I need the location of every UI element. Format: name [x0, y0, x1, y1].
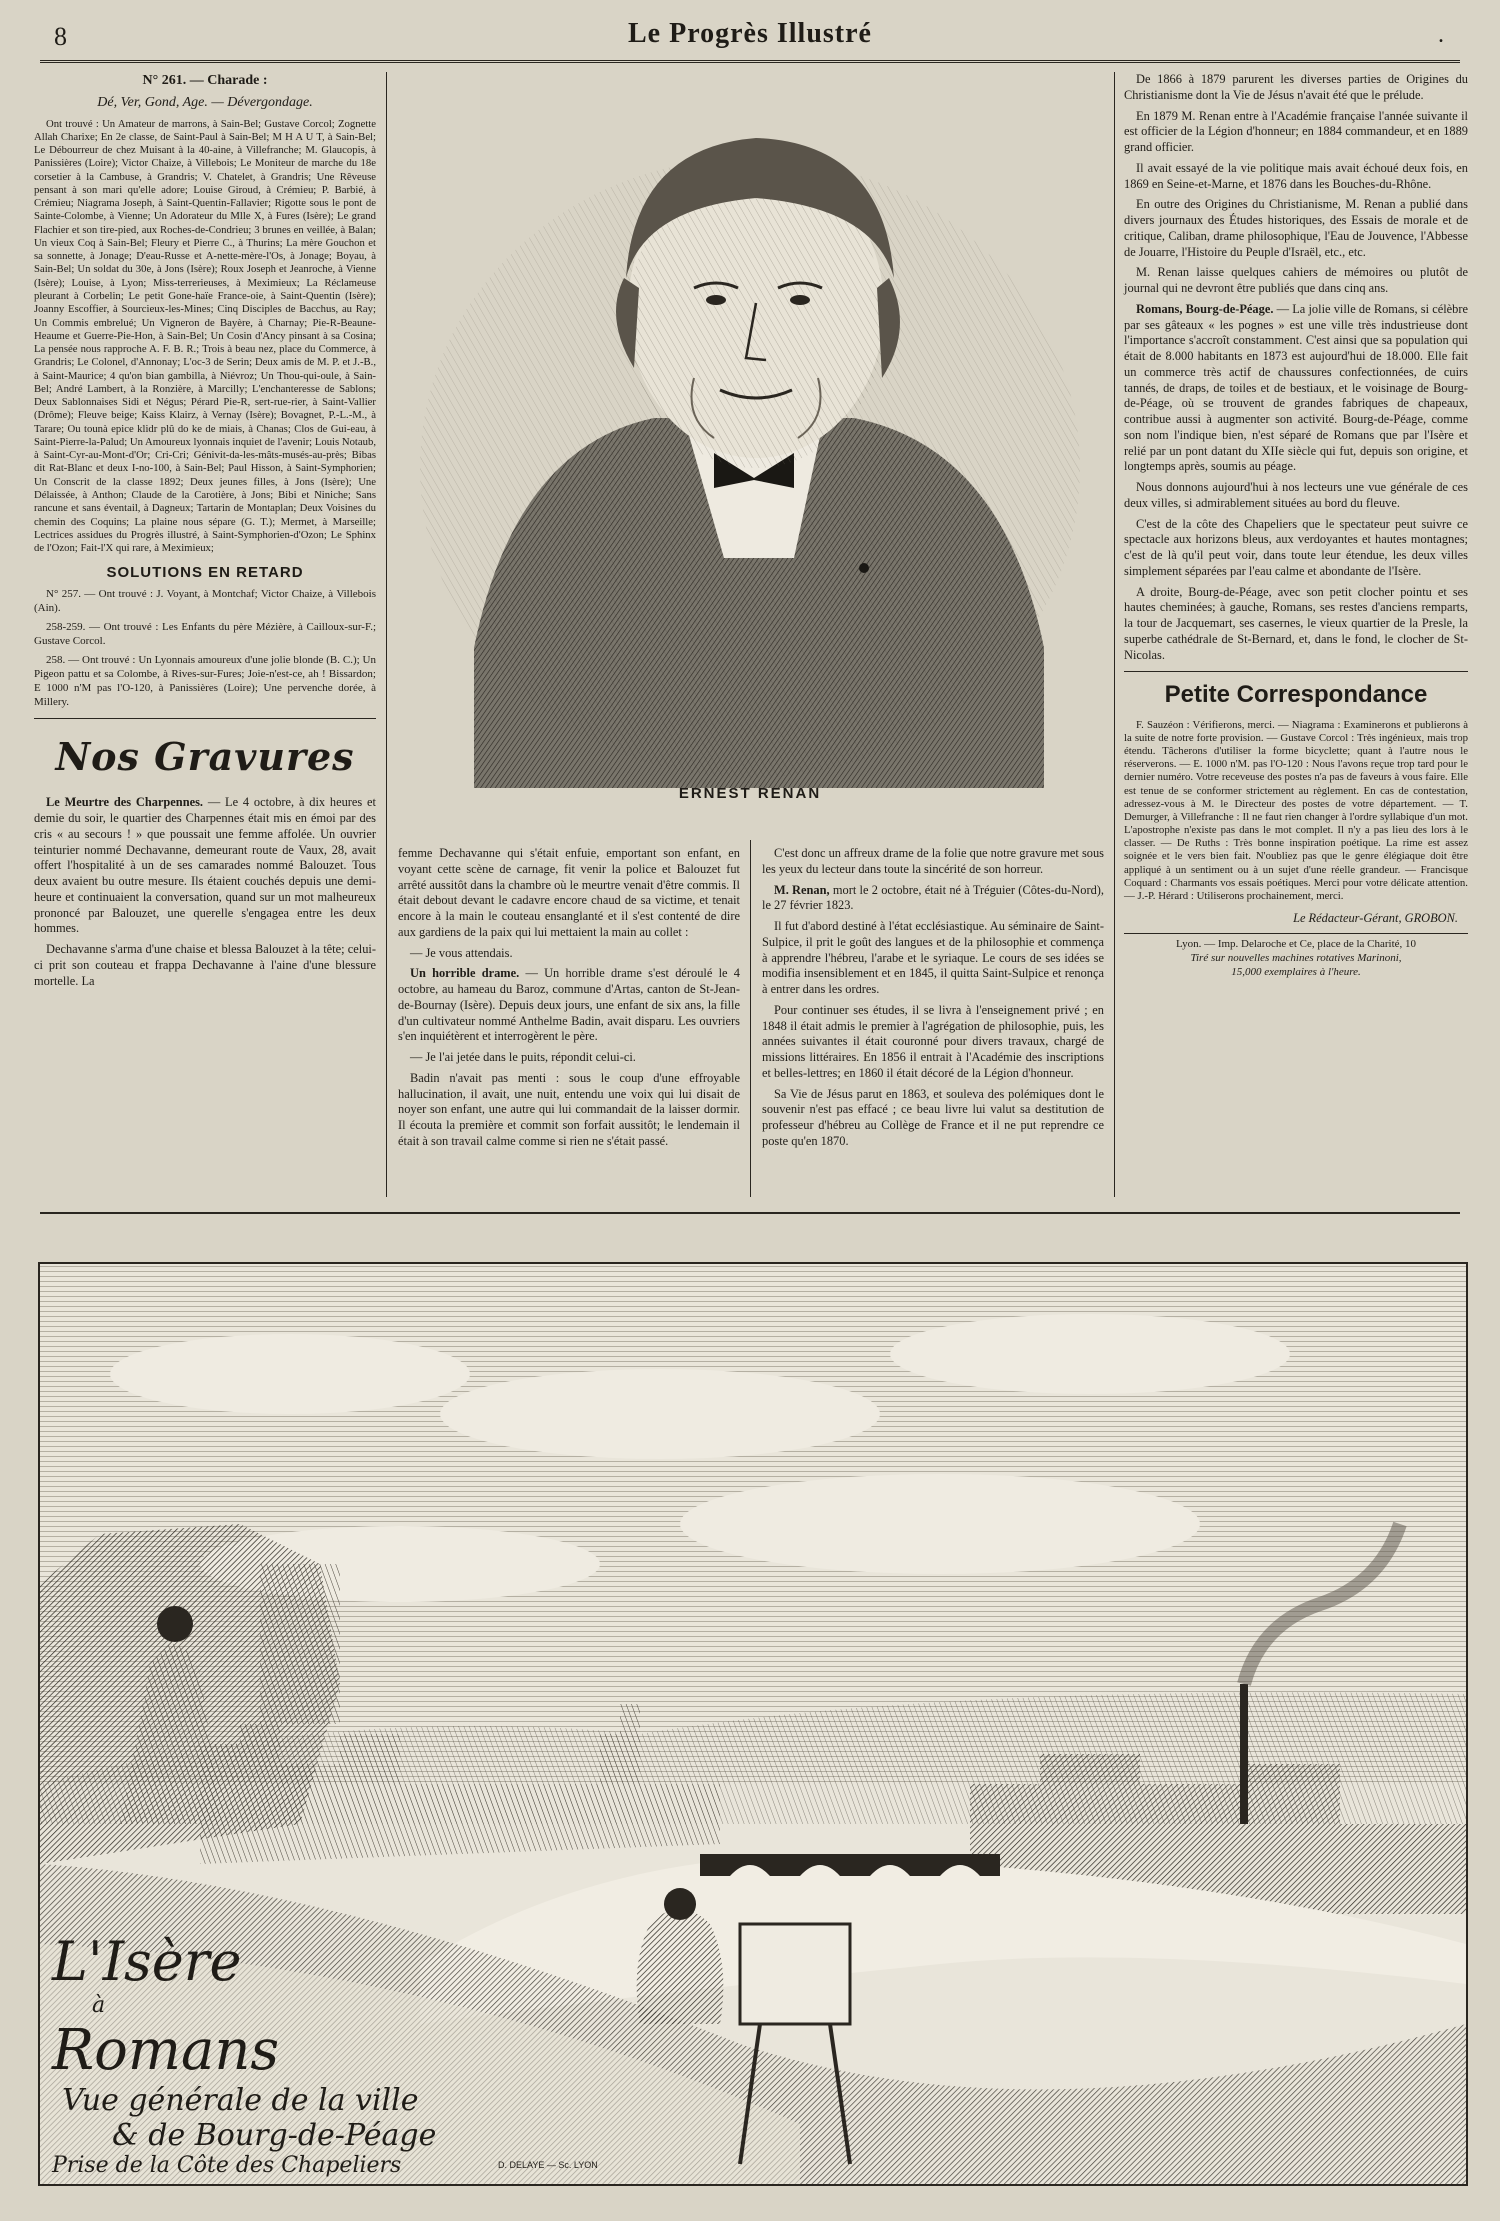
meurtre-text-2: Dechavanne s'arma d'une chaise et blessa Balouzet à la tête; celui-ci prit son couteau et frappa Dechavanne à l'aine d'une blessure mortelle. La: [34, 942, 376, 988]
romans-text-2: Nous donnons aujourd'hui à nos lecteurs une vue générale de ces deux villes, si admirablement situées au bord du fleuve.: [1124, 480, 1468, 510]
portrait-caption: ERNEST RENAN: [678, 785, 822, 802]
masthead: [40, 14, 1460, 63]
column-rule: [750, 840, 751, 1197]
divider: [1124, 933, 1468, 934]
renan-text: mort le 2 octobre, était né à Tréguier (Côtes-du-Nord), le 27 février 1823.: [762, 882, 1104, 913]
engraving-title-line-4: Vue générale de la ville: [62, 2083, 419, 2118]
renan-title: M. Renan,: [774, 882, 830, 897]
renan-continued-2: En 1879 M. Renan entre à l'Académie française l'année suivante il est officier de la Légion d'honneur; en 1884 commandeur, et en 1889 grand officier.: [1124, 108, 1468, 154]
divider: [1124, 671, 1468, 672]
drame-text-3: Badin n'avait pas menti : sous le coup d'une effroyable hallucination, il avait, une nuit, entendu une voix qui lui disait de noyer son enfant, une autre qui lui commandait de la laisser dormir. Il écouta la première et commit son forfait aussitôt; le lendemain il était à son travail calme comme si rien ne s'était passé.: [398, 1070, 740, 1148]
portrait-engraving: [394, 88, 1106, 788]
engraving-title-line-6: Prise de la Côte des Chapeliers: [52, 2153, 402, 2178]
imprint-line-1: Lyon. — Imp. Delaroche et Ce, place de la Charité, 10: [1175, 937, 1417, 950]
column-4: [1124, 72, 1468, 980]
drame-text: — Un horrible drame s'est déroulé le 4 octobre, au hameau du Baroz, commune d'Artas, canton de St-Jean-de-Bournay (Isère). Depuis deux jours, une enfant de six ans, la fille d'un cultivateur nommé Anthelme Badin, avait disparu. Les ouvriers s'en inquiétèrent et interrogèrent le père.: [398, 966, 740, 1044]
engraving-title-line-2: à: [92, 1993, 106, 2018]
solutions-heading: SOLUTIONS EN RETARD: [106, 564, 304, 582]
renan-text-3: Pour continuer ses études, il se livra à l'enseignement privé ; en 1848 il était admis le premier à l'agrégation de philosophie, puis, les années suivantes il était couronné pour divers travaux, chargé de missions littéraires. En 1856 il entrait à l'Académie des inscriptions et belles-lettres; en 1860 il était décoré de la Légion d'honneur.: [762, 1002, 1104, 1080]
renan-portrait: [394, 88, 1106, 788]
drame-article: [398, 966, 740, 1045]
renan-continued-1: De 1866 à 1879 parurent les diverses parties de Origines du Christianisme dont la Vie de Jésus n'avait été que le prélude.: [1124, 72, 1468, 102]
section-rule: [40, 1212, 1460, 1214]
charade-solvers: Ont trouvé : Un Amateur de marrons, à Sain-Bel; Gustave Corcol; Zognette Allah Charixe; En 2e classe, de Saint-Paul à Sain-Bel; M H A U T, à Sain-Bel; Le Débourreur de chez Muisant à la 40-aine, à Villefranche; M. Glaucopis, à Panissières (Loire); Victor Chaize, à Villebois; Le Moniteur de marche du 18e corsetier à la Cambuse, à Grandris; V. Chatelet, à Grandris; Une Rêveuse pensant à son mari qu'elle adore; Louise Giroud, à Crémieu; P. Barbié, à Crémieu; Niagrama Joseph, à Saint-Quentin-Fallavier; Rigotte sous le pont de Sainte-Colombe, à Vienne; Un Adorateur du Mlle X, à Fures (Isère); Le grand Flachier et son tire-pied, aux Roches-de-Condrieu; 3 brunes en veillée, à Balan; Un vieux Coq à Sain-Bel; Fleury et Pierre C., à Thurins; La mère Gouchon et sa sonnette, à Jonage; D'eau-Russe et A-nette-mère-l'Os, à Jonage; Boyau, à Sain-Bel; Un soldat du 30e, à Jons (Isère); Roux Joseph et Jeanroche, à Vienne (Isère); Louise, à Lyon; Miss-terrerieuses, à Meximieux; La Réclameuse pleurant à Corbelin; Le petit Gone-haïe France-oie, à Saint-Quentin (Isère); Joanny Escoffier, à Sourcieux-les-Mines; Cinq Disciples de Bacchus, au Ray; Un Commis embrelué; Un Vigneron de Bayère, à Charnay; Pie-R-Beaune-Heaume et Guerre-Pie-Hon, à Sain-Bel; Un Cosin d'Ancy pinsant à sa Cosina; La pensée nous rapproche A. F. B. R.; Trois à beau nez, place du Commerce, à Grandris; Le Colonel, d'Annonay; L'oc-3 de Serin; Deux amis de M. P. et J.-B., à Saint-Maurice; 4 qu'on bian gambilla, à Niévroz; Un Thou-qui-oule, à Sain-Bel; André Lambert, à la Ronzière, à Marcilly; L'enchanteresse de Sablons; Deux Sablonnaises Sidi et Négus; Pérard Pie-R, sert-rue-rier, à Saint-Vallier (Drôme); Fleuve beige; Kaiss Klairz, à Vernay (Isère); Bovagnet, P.-L.-M., à Tarare; Ou tounà epice klidr plû do ke de miais, à Chanas; Clos de Gui-eau, à Saint-Pierre-la-Palud; Un Amoureux lyonnais inquiet de l'avenir; Louis Notaub, à Saint-Cyr-au-Mont-d'Or; Cri-Cri; Génivit-da-les-mâts-musés-au-près; Bibas dit Rat-Blanc et deux I-no-100, à Sain-Bel; Paul Hisson, à Saint-Symphorien; Un Conscrit de la classe 1892; Deux jeunes filles, à Jons (Isère); Une Délaissée, à Anthon; Claude de la Carotière, à Jons; Bibi et Niniche; Sans rancune et sans éventail, à Dagneux; Tartarin de Montaplan; Deux Voisines du chemin des Coquins; La plaine nous sépare (G. T.); Mermet, à Marseille; Lectrices assidues du Progrès illustré, à Saint-Symphorien-d'Ozon; Le Sphinx de l'Ozon; Fait-l'X qui rare, à Meximieux;: [34, 117, 376, 555]
imprint-line-3: 15,000 exemplaires à l'heure.: [1231, 965, 1361, 978]
solution-258-259: 258-259. — Ont trouvé : Les Enfants du père Mézière, à Cailloux-sur-F.; Gustave Corcol.: [34, 621, 376, 648]
romans-title: Romans, Bourg-de-Péage.: [1136, 301, 1274, 316]
imprint-line-2: Tiré sur nouvelles machines rotatives Marinoni,: [1190, 951, 1402, 964]
renan-text-2: Il fut d'abord destiné à l'état ecclésiastique. Au séminaire de Saint-Sulpice, il prit le goût des langues et de la philosophie et commença à apprendre l'hébreu, l'arabe et le syriaque. Le cours de ses idées se modifia insensiblement et en 1845, il quitta Saint-Sulpice et renonça à entrer dans les ordres.: [762, 919, 1104, 996]
romans-text-4: A droite, Bourg-de-Péage, avec son petit clocher pointu et ses hautes cheminées; à gauche, Romans, ses restes d'anciens remparts, la tour de Jacquemart, ses casernes, le vieux quartier de la Presle, la superbe cathédrale de St-Bernard, et, dans le fond, le clocher de St-Nicolas.: [1124, 584, 1468, 662]
engraving-title-line-3: Romans: [52, 2018, 280, 2083]
column-3: [762, 846, 1104, 1155]
meurtre-text: — Le 4 octobre, à dix heures et demie du soir, le quartier des Charpennes était mis en émoi par des cris « au secours ! » que poussait une femme affolée. Un ouvrier teinturier nommé Dechavanne, demeurant route de Vaux, 28, avait offert l'hospitalité à un de ses camarades nommé Balouzet. Tous deux avaient bu outre mesure. Ils étaient couchés depuis une demi-heure et continuaient la conversation, quand sur un mot malheureux prononcé par Balouzet, une querelle s'engagea entre les deux hommes.: [34, 795, 376, 936]
masthead-mark: .: [1438, 22, 1444, 48]
meurtre-quote: — Je vous attendais.: [410, 945, 513, 960]
engraver-mark: D. DELAYE — Sc. LYON: [498, 2160, 598, 2170]
meurtre-article: [34, 795, 376, 937]
engraving-title-line-5: & de Bourg-de-Péage: [112, 2118, 437, 2153]
charade-text: Dé, Ver, Gond, Age. — Dévergondage.: [97, 94, 313, 110]
renan-continued-3: Il avait essayé de la vie politique mais avait échoué deux fois, en 1869 en Seine-et-Marne, et 1876 dans les Bouches-du-Rhône.: [1124, 160, 1468, 191]
divider: [34, 718, 376, 719]
renan-text-4: Sa Vie de Jésus parut en 1863, et souleva des polémiques dont le souvenir n'est pas effacé ; ce beau livre lui valut sa destitution de professeur d'hébreu au Collège de France et il ne put reprendre ce poste qu'en 1870.: [762, 1086, 1104, 1148]
romans-text-3: C'est de la côte des Chapeliers que le spectateur peut suivre ce spectacle aux horizons bleus, aux verdoyantes et hautes montagnes; c'est de là qu'il peut voir, dans toute leur étendue, les deux villes simplement séparées par l'eau calme et abondante de l'Isère.: [1124, 516, 1468, 578]
engraving-title: [52, 1930, 436, 2178]
newspaper-title: Le Progrès Illustré: [628, 18, 872, 49]
page-number: 8: [54, 22, 67, 51]
charade-heading: N° 261. — Charade :: [142, 73, 268, 88]
romans-article: [1124, 302, 1468, 475]
meurtre-title: Le Meurtre des Charpennes.: [46, 795, 204, 810]
solution-257: N° 257. — Ont trouvé : J. Voyant, à Montchaf; Victor Chaize, à Villebois (Ain).: [34, 588, 376, 615]
romans-text: — La jolie ville de Romans, si célèbre par ses gâteaux « les pognes » est une ville très industrieuse dont l'importance s'accroît constamment. C'est ainsi que sa population qui était de 8.000 habitants en 1873 est aujourd'hui de 18.000. Elle fait un commerce très actif de chaussures confectionnées, de cuirs tannés, de draps, de toiles et de bestiaux, et le voisinage de Bourg-de-Péage, où se trouvent de grandes fabriques de chapeaux, contribue aussi à augmenter son activité. Bourg-de-Péage, comme son nom l'indique bien, n'est séparé de Romans que par l'Isère et relié par un pont datant du XIIe siècle qui fut, depuis son origine, et longtemps après, soumis au péage.: [1124, 301, 1468, 474]
nos-gravures-heading: Nos Gravures: [55, 734, 355, 780]
petite-correspondance-text: F. Sauzéon : Vérifierons, merci. — Niagrama : Examinerons et publierons à la suite de notre forte provision. — Gustave Corcol : Très ingénieux, mais trop étendu. Tâcherons d'utiliser la forme bicyclette; quant à l'autre nous le réserverons. — E. 1000 n'M. pas l'O-120 : Nous l'avons reçue trop tard pour le dernier numéro. Votre receveuse des postes n'a pas de faveurs à vous faire. Elle est tenue de se conformer strictement au règlement. En cas de contestation, adressez-vous à M. le Directeur des postes de votre département. — T. Demurger, à Villefranche : Il ne faut rien changer à l'ordre syllabique d'un mot. L'apostrophe n'existe pas dans le mot complet. Il n'y a pas lieu des lors à le classer. — De Ruths : Très bonne inspiration poétique. La rime est assez soignée et le vers bien fait. N'oubliez pas que le genre élégiaque doit être appliqué à un sentiment ou à un sujet d'une réelle grandeur. — Francisque Coquard : Charmants vos essais poétiques. Merci pour votre délicate attention. — J.-P. Hérard : Utiliserons prochainement, merci.: [1124, 718, 1468, 902]
renan-continued-4: En outre des Origines du Christianisme, M. Renan a publié dans divers journaux des Études historiques, des Essais de morale et de critique, Caliban, drame philosophique, l'Eau de Jouvence, l'Abbesse de Jouarre, l'Histoire du Peuple d'Israël, etc., etc.: [1124, 197, 1468, 259]
renan-continued-5: M. Renan laisse quelques cahiers de mémoires ou plutôt de journal qui ne devront être publiés que dans cinq ans.: [1124, 265, 1468, 295]
signature: Le Rédacteur-Gérant, GROBON.: [1293, 911, 1458, 926]
column-2: [398, 846, 740, 1155]
solution-258: 258. — Ont trouvé : Un Lyonnais amoureux d'une jolie blonde (B. C.); Un Pigeon pattu et sa Colombe, à Rives-sur-Fures; Joie-n'est-ce, ah ! Bissardon; E 1000 n'M pas l'O-120, à Panissières (Loire); Une pervenche dorée, à Millery.: [34, 654, 376, 709]
meurtre-continued: femme Dechavanne qui s'était enfuie, emportant son enfant, en voyant cette scène de carnage, fit venir la police et Balouzet fut arrêté aussitôt dans la chambre où le meurtre venait d'être commis. Il était debout devant le cadavre encore chaud de sa victime, et tenait encore à la main le couteau ensanglanté et il s'est contenté de dire aux gardiens de la paix qui lui mettaient la main au collet :: [398, 846, 740, 939]
petite-correspondance-heading: Petite Correspondance: [1164, 681, 1428, 709]
drame-conclusion: C'est donc un affreux drame de la folie que notre gravure met sous les yeux du lecteur dans toute la sincérité de son horreur.: [762, 846, 1104, 876]
column-rule: [386, 72, 387, 1197]
renan-article: [762, 883, 1104, 915]
drame-title: Un horrible drame.: [410, 966, 520, 981]
column-1: [34, 72, 376, 994]
drame-text-2: — Je l'ai jetée dans le puits, répondit celui-ci.: [410, 1050, 636, 1064]
engraving-title-line-1: L'Isère: [52, 1930, 242, 1993]
column-rule: [1114, 72, 1115, 1197]
